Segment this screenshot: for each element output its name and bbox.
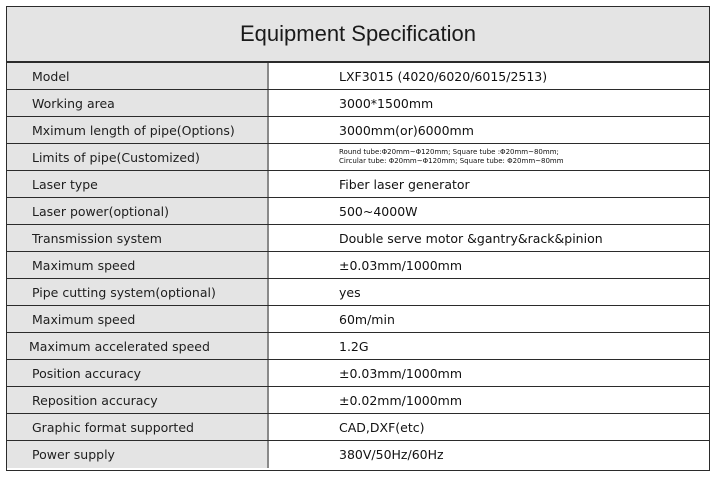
spec-rows bbox=[7, 63, 709, 468]
row-value: Fiber laser generator bbox=[339, 176, 470, 192]
row-label: Power supply bbox=[7, 441, 269, 468]
table-row bbox=[7, 171, 709, 198]
table-row bbox=[7, 279, 709, 306]
table-row bbox=[7, 414, 709, 441]
row-value: 1.2G bbox=[339, 338, 369, 354]
table-row bbox=[7, 144, 709, 171]
table-row bbox=[7, 333, 709, 360]
row-value: ±0.03mm/1000mm bbox=[339, 257, 463, 273]
row-label: Laser type bbox=[7, 171, 269, 197]
row-value: ±0.03mm/1000mm bbox=[339, 365, 463, 381]
table-row bbox=[7, 252, 709, 279]
table-row bbox=[7, 306, 709, 333]
row-value: yes bbox=[339, 284, 361, 300]
table-row bbox=[7, 441, 709, 468]
table-title: Equipment Specification bbox=[7, 7, 709, 63]
row-label: Limits of pipe(Customized) bbox=[7, 144, 269, 170]
row-label: Maximum accelerated speed bbox=[7, 333, 269, 359]
row-label: Pipe cutting system(optional) bbox=[7, 279, 269, 305]
table-row bbox=[7, 225, 709, 252]
row-label: Maximum speed bbox=[7, 306, 269, 332]
row-value: 60m/min bbox=[339, 311, 395, 327]
row-label: Laser power(optional) bbox=[7, 198, 269, 224]
row-label: Transmission system bbox=[7, 225, 269, 251]
row-label: Position accuracy bbox=[7, 360, 269, 386]
row-value: 3000*1500mm bbox=[339, 95, 434, 111]
table-row bbox=[7, 198, 709, 225]
row-label: Maximum speed bbox=[7, 252, 269, 278]
spec-table bbox=[6, 6, 710, 471]
row-value bbox=[269, 144, 709, 170]
row-label: Working area bbox=[7, 90, 269, 116]
row-value-line: Round tube:Φ20mm~Φ120mm; Square tube :Φ20mm~80mm; bbox=[339, 148, 559, 156]
row-value-line: Circular tube: Φ20mm~Φ120mm; Square tube: Φ20mm~80mm bbox=[339, 157, 564, 165]
table-row bbox=[7, 90, 709, 117]
row-value: 3000mm(or)6000mm bbox=[339, 122, 474, 138]
row-value: CAD,DXF(etc) bbox=[339, 419, 425, 435]
row-value: ±0.02mm/1000mm bbox=[339, 392, 463, 408]
row-label: Mximum length of pipe(Options) bbox=[7, 117, 269, 143]
table-row bbox=[7, 387, 709, 414]
row-value: 380V/50Hz/60Hz bbox=[339, 447, 444, 462]
row-value: 500~4000W bbox=[339, 203, 418, 219]
table-row bbox=[7, 63, 709, 90]
row-value: Double serve motor &gantry&rack&pinion bbox=[339, 230, 603, 246]
row-label: Model bbox=[7, 63, 269, 89]
row-label: Reposition accuracy bbox=[7, 387, 269, 413]
row-value: LXF3015 (4020/6020/6015/2513) bbox=[339, 68, 548, 84]
row-label: Graphic format supported bbox=[7, 414, 269, 440]
table-row bbox=[7, 117, 709, 144]
table-row bbox=[7, 360, 709, 387]
